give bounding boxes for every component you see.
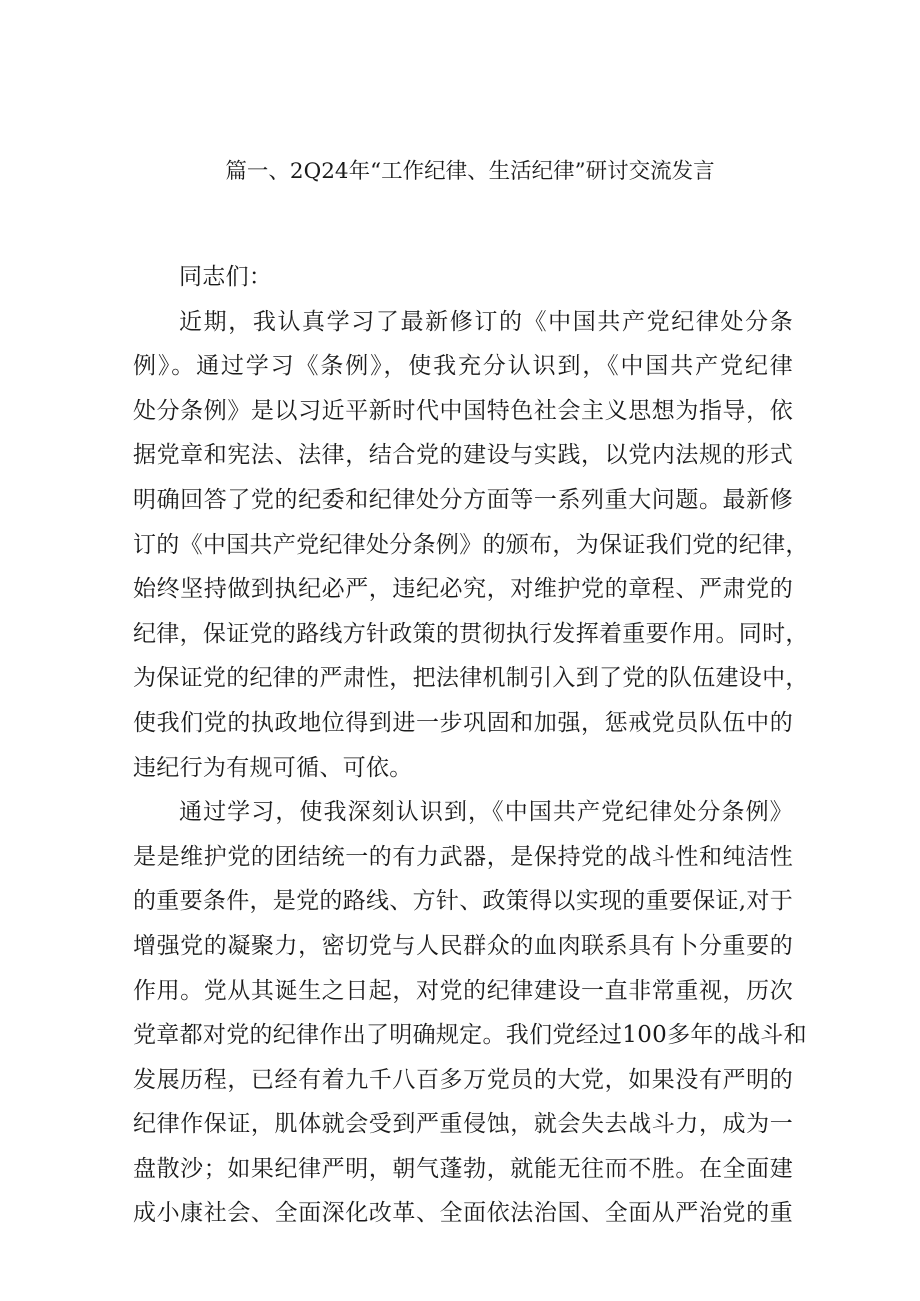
- paragraph-line: 党章都对党的纪律作出了明确规定。我们党经过100多年的战斗和: [133, 1022, 807, 1049]
- paragraph-line: 据党章和宪法、法律，结合党的建设与实践，以党内法规的形式: [133, 442, 793, 469]
- paragraph-line: 盘散沙；如果纪律严明，朝气蓬勃，就能无往而不胜。在全面建: [133, 1155, 793, 1182]
- document-title: 篇一、2Q24年“工作纪律、生活纪律”研讨交流发言: [225, 159, 715, 184]
- paragraph-line: 明确回答了党的纪委和纪律处分方面等一系列重大问题。最新修: [133, 486, 793, 513]
- paragraph-line: 增强党的凝聚力，密切党与人民群众的血肉联系具有卜分重要的: [133, 932, 793, 959]
- paragraph-line: 例》。通过学习《条例》，使我充分认识到，《中国共产党纪律: [133, 353, 793, 380]
- document-body: [133, 255, 809, 1236]
- salutation: 同志们：: [179, 264, 273, 290]
- paragraph-line: 近期，我认真学习了最新修订的《中国共产党纪律处分条: [179, 308, 793, 335]
- paragraph-line: 为保证党的纪律的严肃性，把法律机制引入到了党的队伍建设中，: [133, 665, 809, 692]
- paragraph-1: [133, 300, 809, 791]
- paragraph-line: 的重要条件，是党的路线、方针、政策得以实现的重要保证,对于: [133, 888, 794, 915]
- paragraph-line: 通过学习，使我深刻认识到，《中国共产党纪律处分条例》: [179, 799, 793, 826]
- paragraph-line: 始终坚持做到执纪必严，违纪必究，对维护党的章程、严肃党的: [133, 576, 793, 603]
- paragraph-line: 纪律，保证党的路线方针政策的贯彻执行发挥着重要作用。同时，: [133, 620, 809, 647]
- paragraph-line: 成小康社会、全面深化改革、全面依法治国、全面从严治党的重: [133, 1200, 793, 1227]
- paragraph-2: [133, 790, 807, 1236]
- paragraph-line: 订的《中国共产党纪律处分条例》的颁布，为保证我们党的纪律，: [133, 531, 809, 558]
- paragraph-line: 使我们党的执政地位得到进一步巩固和加强，惩戒党员队伍中的: [133, 709, 793, 736]
- paragraph-line: 是是维护党的团结统一的有力武器，是保持党的战斗性和纯洁性: [133, 843, 793, 870]
- paragraph-line: 作用。党从其诞生之日起，对党的纪律建设一直非常重视，历次: [133, 977, 793, 1004]
- paragraph-line: 发展历程，已经有着九千八百多万党员的大党，如果没有严明的: [133, 1066, 793, 1093]
- paragraph-line: 违纪行为有规可循、可依。: [133, 754, 413, 781]
- paragraph-line: 处分条例》是以习近平新时代中国特色社会主义思想为指导，依: [133, 397, 793, 424]
- paragraph-line: 纪律作保证，肌体就会受到严重侵蚀，就会失去战斗力，成为一: [133, 1111, 793, 1138]
